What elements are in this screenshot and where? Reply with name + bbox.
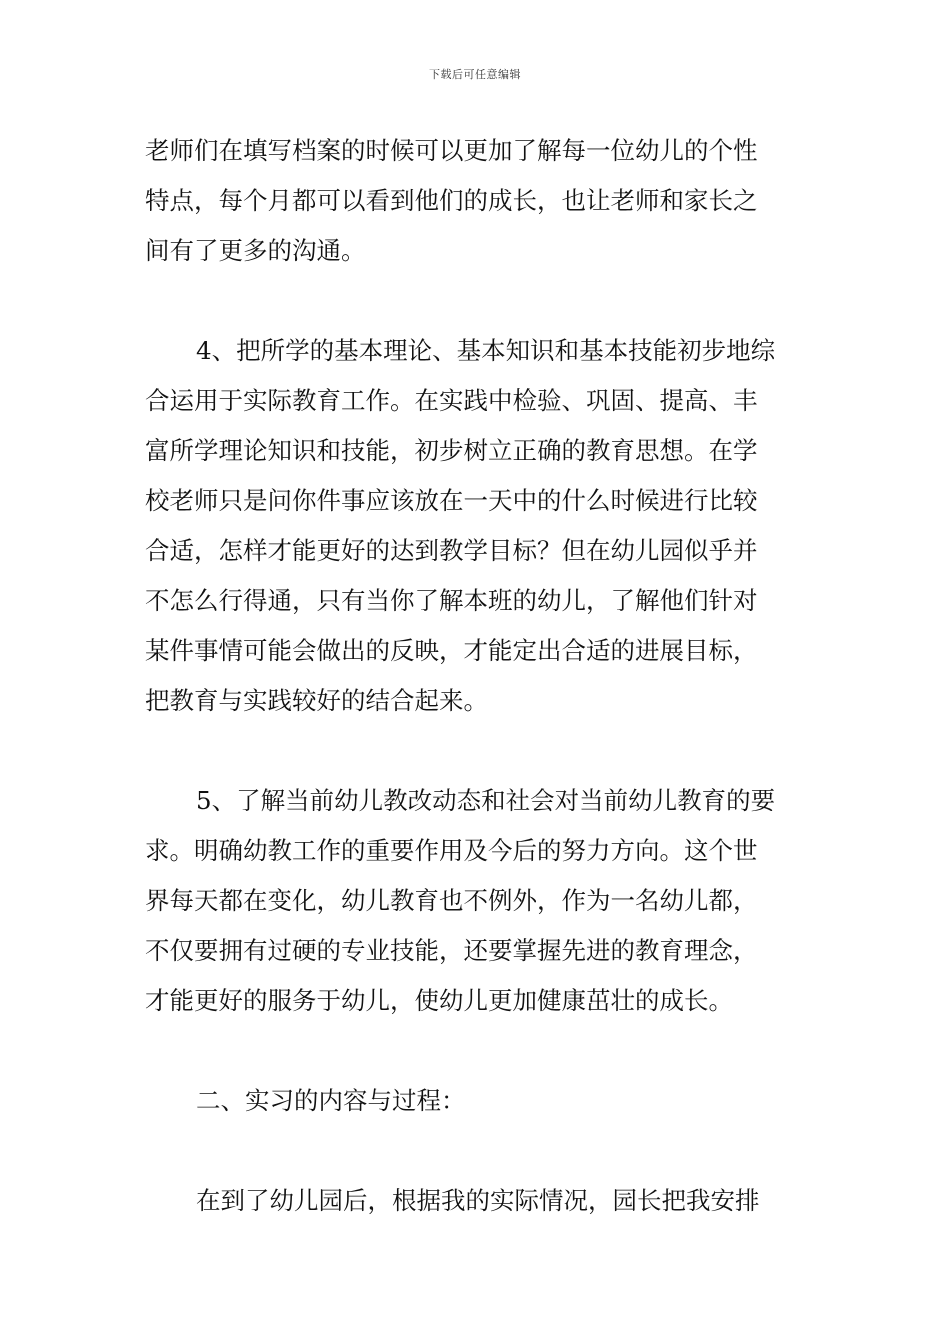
text-line: 把教育与实践较好的结合起来。 (145, 686, 488, 715)
text-line: 合适，怎样才能更好的达到教学目标？但在幼儿园似乎并 (145, 536, 758, 565)
text-line: 求。明确幼教工作的重要作用及今后的努力方向。这个世 (145, 836, 758, 865)
text-line: 特点，每个月都可以看到他们的成长，也让老师和家长之 (145, 186, 758, 215)
text-line: 富所学理论知识和技能，初步树立正确的教育思想。在学 (145, 436, 758, 465)
text-line: 4、把所学的基本理论、基本知识和基本技能初步地综 (196, 336, 776, 365)
text-line: 在到了幼儿园后，根据我的实际情况，园长把我安排 (196, 1186, 760, 1215)
text-line: 界每天都在变化，幼儿教育也不例外，作为一名幼儿都， (145, 886, 758, 915)
text-line: 某件事情可能会做出的反映，才能定出合适的进展目标， (145, 636, 758, 665)
text-line: 老师们在填写档案的时候可以更加了解每一位幼儿的个性 (145, 136, 758, 165)
text-line: 校老师只是问你件事应该放在一天中的什么时候进行比较 (145, 486, 758, 515)
page-header: 下载后可任意编辑 (429, 68, 521, 81)
text-line: 5、了解当前幼儿教改动态和社会对当前幼儿教育的要 (196, 786, 776, 815)
text-line: 不怎么行得通，只有当你了解本班的幼儿，了解他们针对 (145, 586, 758, 615)
text-line: 合运用于实际教育工作。在实践中检验、巩固、提高、丰 (145, 386, 758, 415)
heading-line: 二、实习的内容与过程： (196, 1086, 466, 1115)
text-line: 才能更好的服务于幼儿，使幼儿更加健康茁壮的成长。 (145, 986, 733, 1015)
text-line: 间有了更多的沟通。 (145, 236, 366, 265)
text-line: 不仅要拥有过硬的专业技能，还要掌握先进的教育理念， (145, 936, 758, 965)
